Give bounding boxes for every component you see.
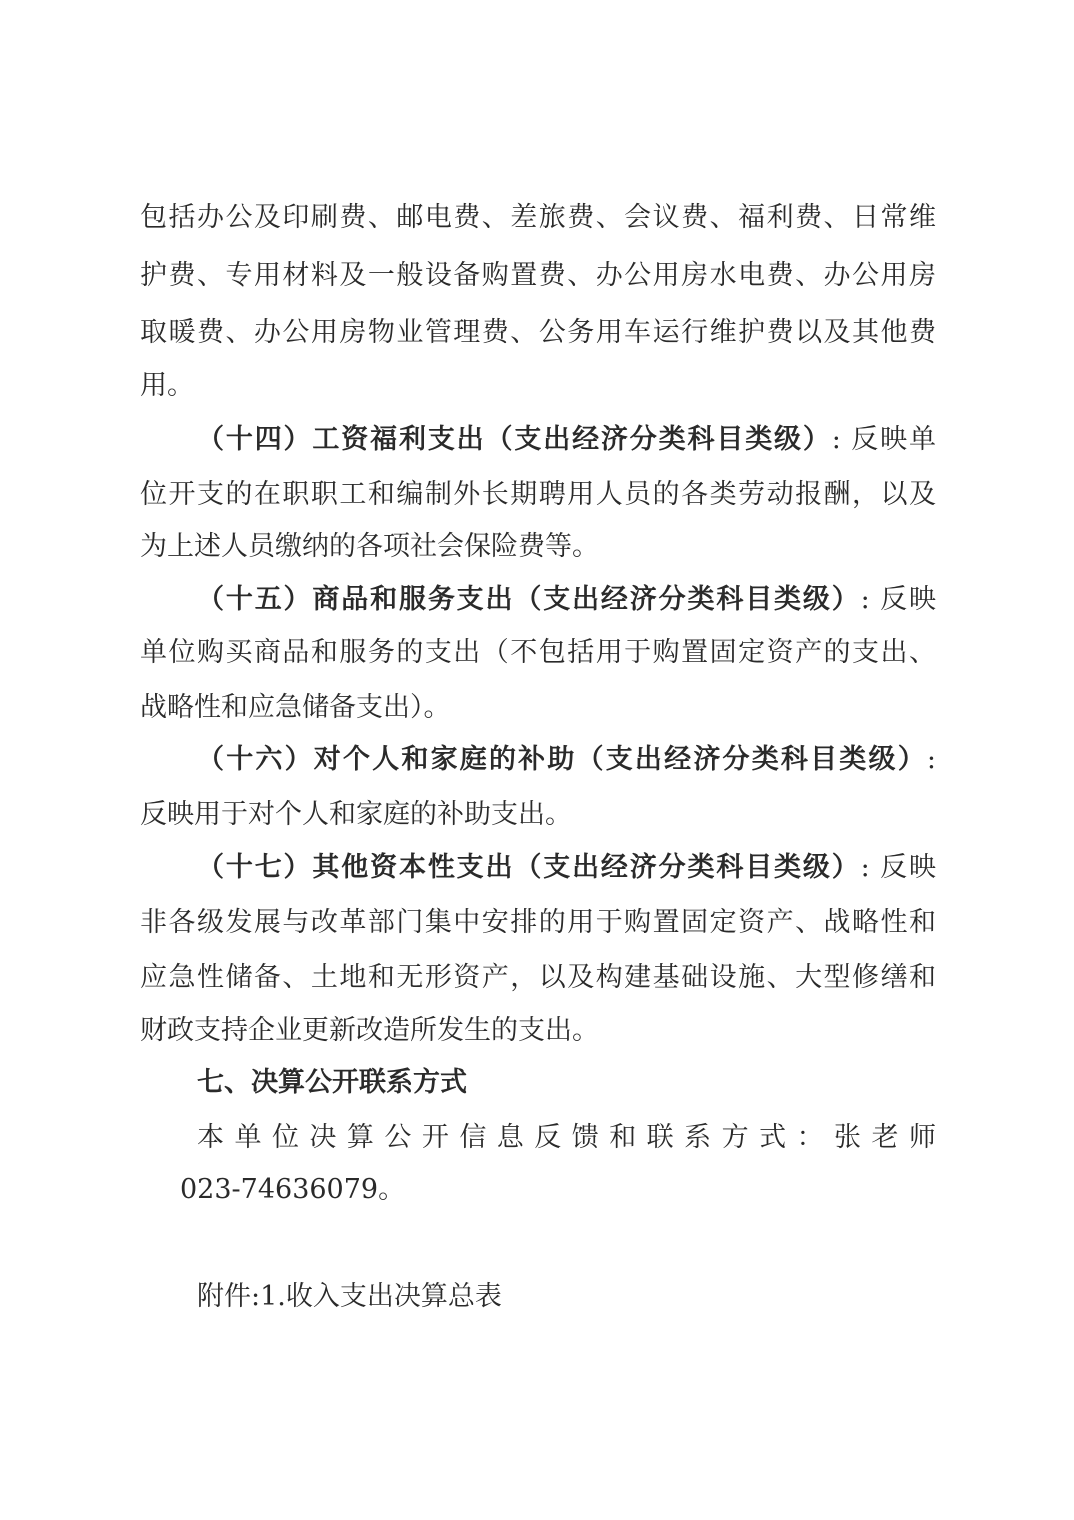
item-15-line: 单位购买商品和服务的支出（不包括用于购置固定资产的支出、 <box>140 637 936 668</box>
item-16-heading-line <box>197 740 936 780</box>
paragraph-line: 取暖费、办公用房物业管理费、公务用车运行维护费以及其他费 <box>140 317 936 348</box>
section-7-title: 七、决算公开联系方式 <box>197 1067 467 1098</box>
item-15-line: 战略性和应急储备支出）。 <box>140 692 451 723</box>
item-17-line: 应急性储备、土地和无形资产，以及构建基础设施、大型修缮和 <box>140 962 936 993</box>
item-17-line: 财政支持企业更新改造所发生的支出。 <box>140 1015 599 1046</box>
item-15-heading: （十五）商品和服务支出（支出经济分类科目类级） <box>197 584 861 615</box>
paragraph-line: 包括办公及印刷费、邮电费、差旅费、会议费、福利费、日常维 <box>140 202 936 233</box>
item-15-heading-line <box>197 580 936 620</box>
item-14-line: 为上述人员缴纳的各项社会保险费等。 <box>140 531 599 562</box>
item-14-line: 位开支的在职职工和编制外长期聘用人员的各类劳动报酬，以及 <box>140 479 936 510</box>
item-17-heading-line <box>197 848 936 888</box>
paragraph-line: 用。 <box>140 370 194 401</box>
item-17-heading-rest: : 反映 <box>860 852 936 883</box>
item-17-line: 非各级发展与改革部门集中安排的用于购置固定资产、战略性和 <box>140 907 936 938</box>
contact-line: 本单位决算公开信息反馈和联系方式：张老师 <box>197 1122 936 1153</box>
item-16-heading: （十六）对个人和家庭的补助（支出经济分类科目类级） <box>197 744 927 775</box>
item-14-heading-line <box>197 420 936 460</box>
item-16-line: 反映用于对个人和家庭的补助支出。 <box>140 799 572 830</box>
item-16-heading-rest: : <box>926 744 936 775</box>
item-17-heading: （十七）其他资本性支出（支出经济分类科目类级） <box>197 852 861 883</box>
item-15-heading-rest: : 反映 <box>860 584 936 615</box>
item-14-heading-rest: : 反映单 <box>831 424 936 455</box>
contact-phone: 023-74636079。 <box>180 1174 406 1205</box>
paragraph-line: 护费、专用材料及一般设备购置费、办公用房水电费、办公用房 <box>140 260 936 291</box>
item-14-heading: （十四）工资福利支出（支出经济分类科目类级） <box>197 424 832 455</box>
attachment-line: 附件:1.收入支出决算总表 <box>197 1281 502 1312</box>
